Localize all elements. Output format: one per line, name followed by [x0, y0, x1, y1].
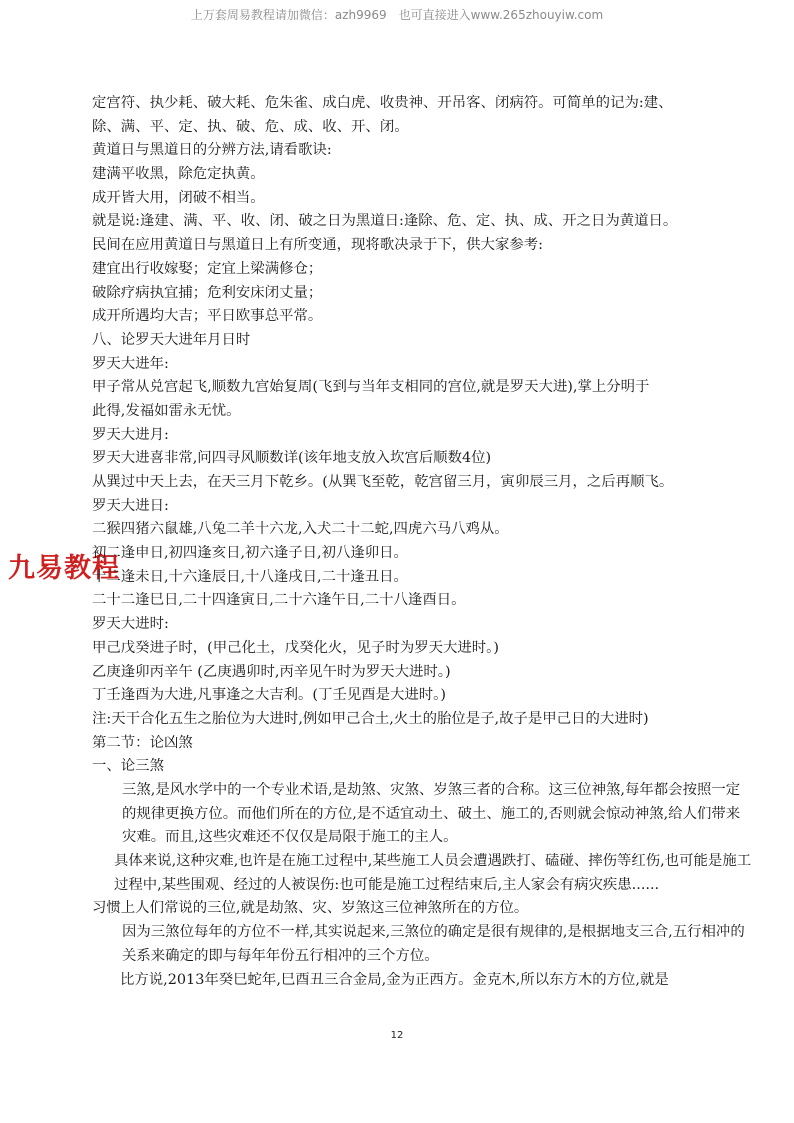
page-header-banner: 上万套周易教程请加微信：azh9969 也可直接进入www.265zhouyiw.com — [190, 8, 604, 22]
subsection-heading: 罗天大进时: — [92, 616, 169, 633]
subsection-heading: 罗天大进月: — [92, 426, 169, 443]
text-line: 乙庚逢卯丙辛午 (乙庚遇卯时,丙辛见午时为罗天大进时。) — [92, 663, 451, 680]
text-line: 除、满、平、定、执、破、危、成、收、开、闭。 — [92, 118, 409, 135]
note-line: 注:天干合化五生之胎位为大进时,例如甲己合土,火土的胎位是子,故子是甲己日的大进时) — [92, 710, 649, 727]
verse-line: 成开皆大用，闭破不相当。 — [92, 189, 265, 206]
verse-line: 破除疗病执宜捕；危利安床闭丈量； — [92, 284, 323, 301]
verse-line: 成开所遇均大吉；平日欧事总平常。 — [92, 308, 323, 325]
paragraph: 习惯上人们常说的三位,就是劫煞、灾、岁煞这三位神煞所在的方位。 — [92, 900, 529, 917]
text-line: 民间在应用黄道日与黑道日上有所变通，现将歌决录于下，供大家参考: — [92, 237, 543, 254]
text-line: 黄道日与黑道日的分辨方法,请看歌诀: — [92, 142, 332, 159]
text-line: 就是说:逢建、满、平、收、闭、破之日为黑道日:逢除、危、定、执、成、开之日为黄道日。 — [92, 213, 678, 230]
paragraph: 因为三煞位每年的方位不一样,其实说起来,三煞位的确定是很有规律的,是根据地支三合,五行相冲的关系来确定的即与每年年份五行相冲的三个方位。 — [122, 924, 745, 964]
paragraph: 三煞,是风水学中的一个专业术语,是劫煞、灾煞、岁煞三者的合称。这三位神煞,每年都会按照一定的规律更换方位。而他们所在的方位,是不适宜动土、破土、施工的,否则就会惊动神煞,给人们带来灾难。而且,这些灾难还不仅仅是局限于施工的主人。 — [122, 781, 741, 846]
text-line: 甲子常从兑宫起飞,顺数九宫始复周(飞到与当年支相同的宫位,就是罗天大进),掌上分明于 — [92, 379, 650, 396]
text-line: 罗天大进喜非常,问四寻风顺数详(该年地支放入坎宫后顺数4位) — [92, 450, 492, 467]
text-line: 初二逢申日,初四逢亥日,初六逢子日,初八逢卯日。 — [92, 545, 408, 562]
paragraph: 具体来说,这种灾难,也许是在施工过程中,某些施工人员会遭遇跌打、磕碰、摔伤等红伤,也可能是施工过程中,某些围观、经过的人被误伤:也可能是施工过程结束后,主人家会有病灾疾患...... — [114, 853, 752, 893]
text-line: 二十二逢巳日,二十四逢寅日,二十六逢午日,二十八逢酉日。 — [92, 592, 466, 609]
subsection-heading: 罗天大进年: — [92, 355, 169, 372]
paragraph: 比方说,2013年癸巳蛇年,巳酉丑三合金局,金为正西方。金克木,所以东方木的方位,就是 — [120, 971, 669, 988]
verse-line: 建宜出行收嫁娶；定宜上梁满修仓； — [92, 260, 323, 277]
text-line: 丁壬逢酉为大进,凡事逢之大吉利。(丁壬见酉是大进时。) — [92, 687, 446, 704]
subsection-heading: 罗天大进日: — [92, 497, 169, 514]
verse-line: 建满平收黑，除危定执黄。 — [92, 166, 265, 183]
text-line: 此得,发福如雷永无忧。 — [92, 402, 241, 419]
text-line: 甲己戊癸进子时，(甲己化土，戊癸化火，见子时为罗天大进时。) — [92, 639, 499, 656]
text-line: 二猴四猪六鼠雄,八兔二羊十六龙,入犬二十二蛇,四虎六马八鸡从。 — [92, 521, 509, 538]
subsection-heading: 一、论三煞 — [92, 758, 164, 775]
text-line: 十二逢未日,十六逢辰日,十八逢戌日,二十逢丑日。 — [92, 568, 408, 585]
text-line: 定宫符、执少耗、破大耗、危朱雀、成白虎、收贵神、开吊客、闭病符。可简单的记为:建、 — [92, 95, 673, 111]
section-heading: 第二节：论凶煞 — [92, 734, 193, 751]
document-body — [92, 92, 752, 992]
text-line: 从巽过中天上去，在天三月下乾乡。(从巽飞至乾，乾宫留三月，寅卯辰三月，之后再顺飞。 — [92, 474, 674, 490]
page-number: 12 — [390, 1030, 404, 1041]
watermark-logo: 九易教程 — [8, 553, 120, 584]
section-heading: 八、论罗天大进年月日时 — [92, 331, 251, 348]
